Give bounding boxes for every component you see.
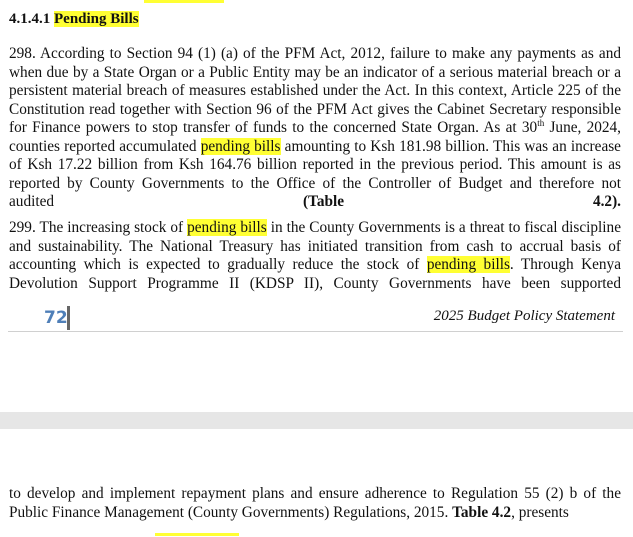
highlight-fragment — [155, 533, 239, 536]
paragraph-continuation — [9, 485, 621, 522]
continuation-text-2: , presents — [511, 503, 569, 521]
p298-superscript: th — [537, 117, 545, 128]
table-reference: Table 4.2 — [452, 503, 512, 521]
highlight-pending-bills: pending bills — [200, 137, 281, 155]
paragraph-299 — [9, 219, 621, 293]
section-title: Pending Bills — [54, 11, 139, 27]
p299-text-2: in the County Governments is a threat to fiscal discipline and sustainability. The National Treasury has initiated transition from cash to accrual basis of accounting which is expected to gradually reduce the stock of — [9, 219, 621, 273]
section-heading — [9, 9, 139, 29]
continuation-text-1: to develop and implement repayment plans and ensure adherence to Regulation 55 (2) b of the Public Finance Management (County Governments) Regulations, 2015. — [9, 485, 621, 521]
page-number: 72 — [36, 306, 70, 330]
paragraph-298 — [9, 45, 621, 212]
p298-text-3: amounting to Ksh 181.98 billion. This was an increase of Ksh 17.22 billion from Ksh 164.76 billion reported in the previous period. This amount is as reported by County Governments to the Office of the Controller of Budget and therefore not audited — [9, 137, 621, 210]
footer-title: 2025 Budget Policy Statement — [433, 308, 615, 324]
highlight-fragment — [144, 0, 224, 3]
highlight-pending-bills: pending bills — [187, 219, 267, 236]
p299-text-1: 299. The increasing stock of — [9, 219, 188, 236]
footer-divider — [8, 331, 623, 332]
p299-text-3: . Through Kenya Devolution Support Programme II (KDSP II), County Governments have been supported — [9, 256, 621, 292]
p298-text-2: June, 2024, counties reported accumulated — [9, 119, 622, 155]
table-reference: (Table 4.2). — [302, 193, 621, 210]
page-73 — [0, 429, 633, 537]
page-gap — [0, 412, 633, 429]
p298-text-1: 298. According to Section 94 (1) (a) of the PFM Act, 2012, failure to make any payments as and when due by a State Organ or a Public Entity may be an indicator of a serious material breach or a persistent material breach of measures established under the Act. In this context, Article 225 of the Constitution read together with Section 96 of the PFM Act gives the Cabinet Secretary responsible for Finance powers to stop transfer of funds to the concerned State Organ. As at 30 — [9, 45, 621, 136]
highlight-pending-bills: pending bills — [426, 256, 510, 273]
section-number: 4.1.4.1 — [9, 11, 51, 27]
